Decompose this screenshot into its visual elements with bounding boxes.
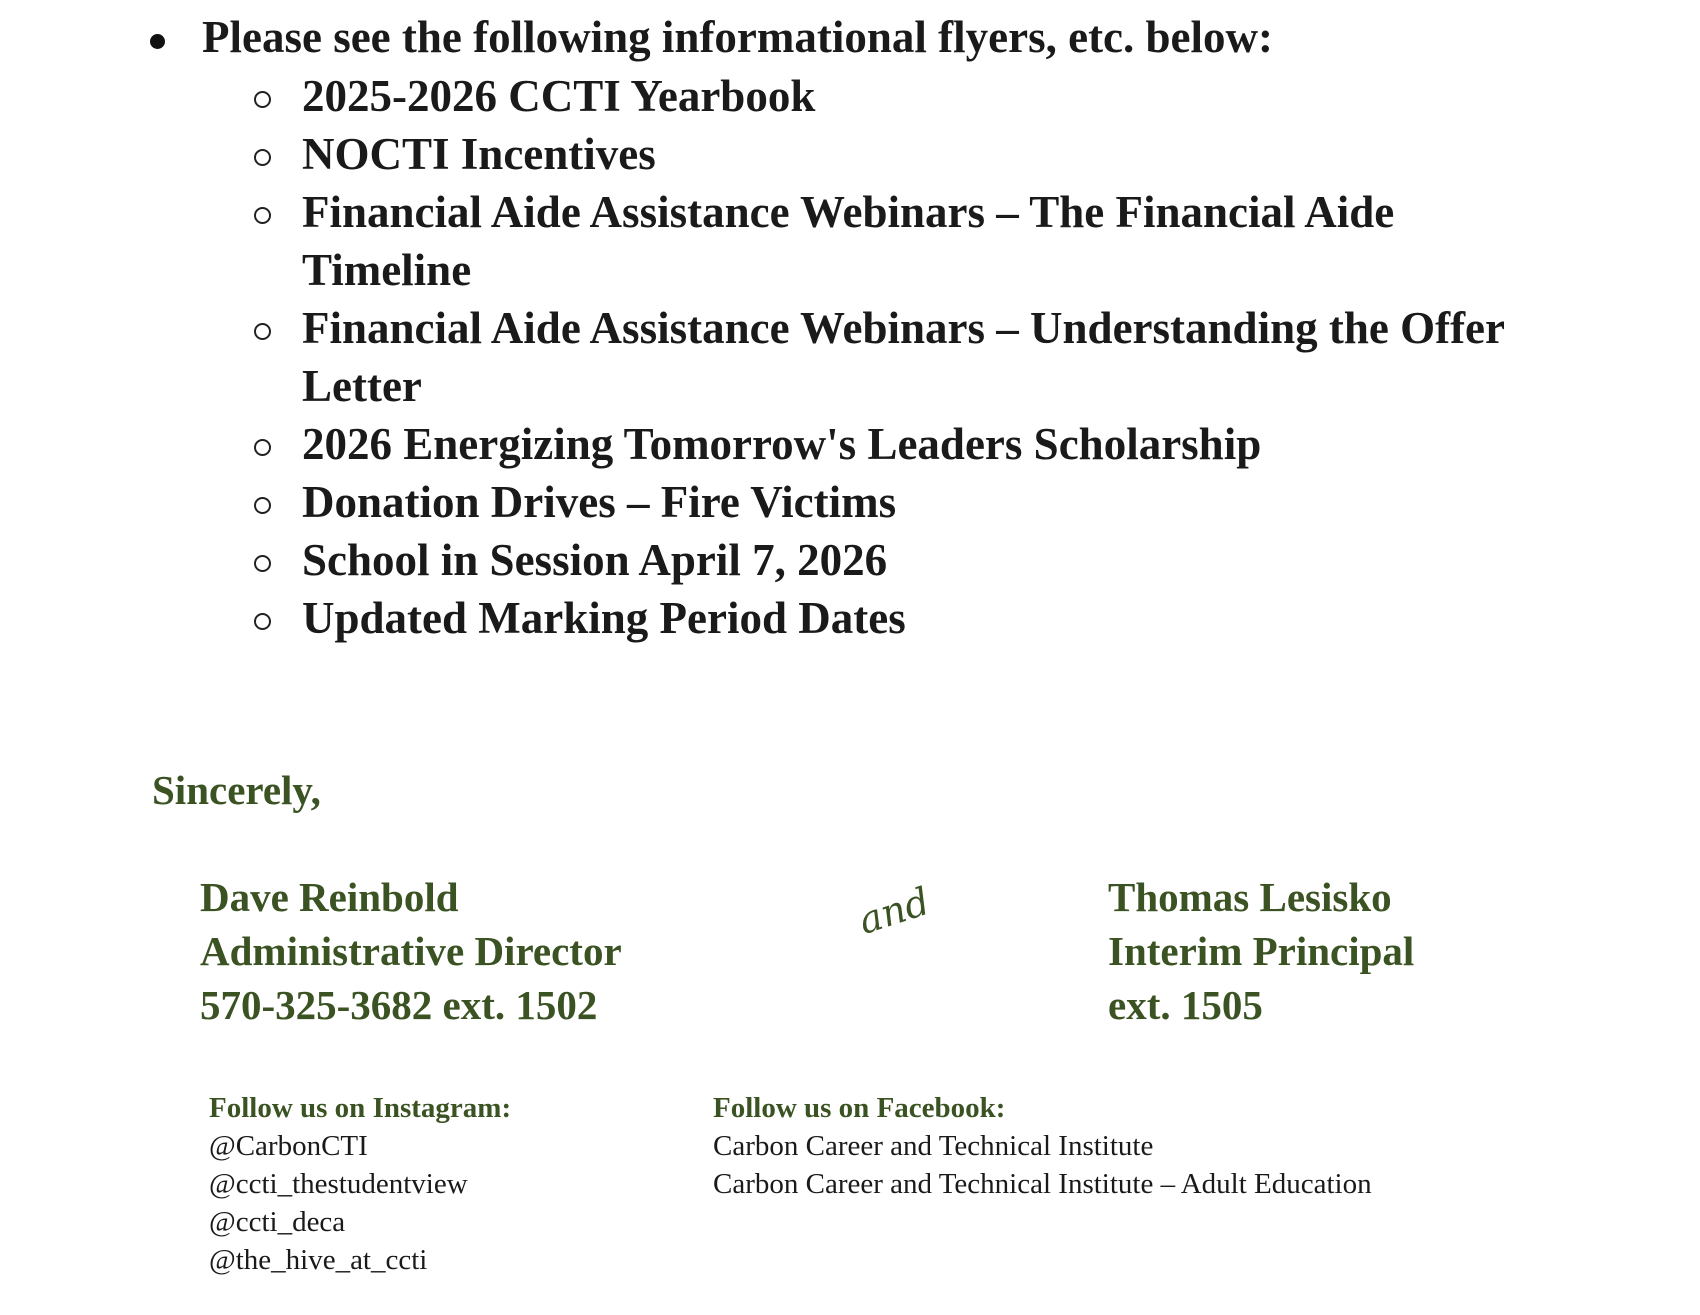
flyer-item-label: School in Session April 7, 2026 <box>302 535 888 585</box>
flyer-item <box>250 473 1570 531</box>
circle-bullet-icon <box>254 149 271 166</box>
flyer-item-label: Financial Aide Assistance Webinars – The Financial Aide Timeline <box>302 187 1395 295</box>
instagram-handle[interactable]: @ccti_deca <box>209 1206 346 1238</box>
flyer-item-label: Updated Marking Period Dates <box>302 593 906 643</box>
instagram-handle[interactable]: @ccti_thestudentview <box>209 1168 468 1200</box>
instagram-block <box>209 1089 511 1279</box>
circle-bullet-icon <box>254 555 271 572</box>
intro-bullet-text: Please see the following informational flyers, etc. below: <box>202 12 1274 62</box>
instagram-heading: Follow us on Instagram: <box>209 1092 512 1124</box>
circle-bullet-icon <box>254 439 271 456</box>
facebook-page[interactable]: Carbon Career and Technical Institute – Adult Education <box>713 1168 1372 1200</box>
closing-salutation: Sincerely, <box>152 767 321 813</box>
signatory-phone: ext. 1505 <box>1108 982 1263 1028</box>
circle-bullet-icon <box>254 497 271 514</box>
instagram-handle[interactable]: @CarbonCTI <box>209 1130 368 1162</box>
flyer-item <box>250 67 1570 125</box>
circle-bullet-icon <box>254 207 271 224</box>
flyer-item-label: 2025-2026 CCTI Yearbook <box>302 71 816 121</box>
instagram-handle[interactable]: @the_hive_at_ccti <box>209 1244 428 1276</box>
signatory-title: Interim Principal <box>1108 928 1415 974</box>
facebook-heading: Follow us on Facebook: <box>713 1092 1006 1124</box>
flyer-item-label: NOCTI Incentives <box>302 129 656 179</box>
signature-right <box>1108 870 1414 1032</box>
flyer-list <box>250 67 1570 647</box>
signatory-phone: 570-325-3682 ext. 1502 <box>200 982 598 1028</box>
facebook-page[interactable]: Carbon Career and Technical Institute <box>713 1130 1154 1162</box>
flyer-item <box>250 125 1570 183</box>
signature-left <box>200 870 622 1032</box>
bullet-dot-icon <box>150 34 165 49</box>
flyer-item <box>250 531 1570 589</box>
flyer-item <box>250 299 1570 415</box>
flyer-item-label: 2026 Energizing Tomorrow's Leaders Scholarship <box>302 419 1262 469</box>
flyer-item <box>250 589 1570 647</box>
facebook-block <box>713 1089 1372 1203</box>
circle-bullet-icon <box>254 91 271 108</box>
signatory-name: Dave Reinbold <box>200 874 459 920</box>
signatory-title: Administrative Director <box>200 928 622 974</box>
circle-bullet-icon <box>254 323 271 340</box>
signature-connector: and <box>853 878 935 943</box>
flyer-item-label: Financial Aide Assistance Webinars – Understanding the Offer Letter <box>302 303 1505 411</box>
circle-bullet-icon <box>254 613 271 630</box>
flyer-item-label: Donation Drives – Fire Victims <box>302 477 897 527</box>
flyer-item <box>250 183 1570 299</box>
signatory-name: Thomas Lesisko <box>1108 874 1392 920</box>
flyer-item <box>250 415 1570 473</box>
